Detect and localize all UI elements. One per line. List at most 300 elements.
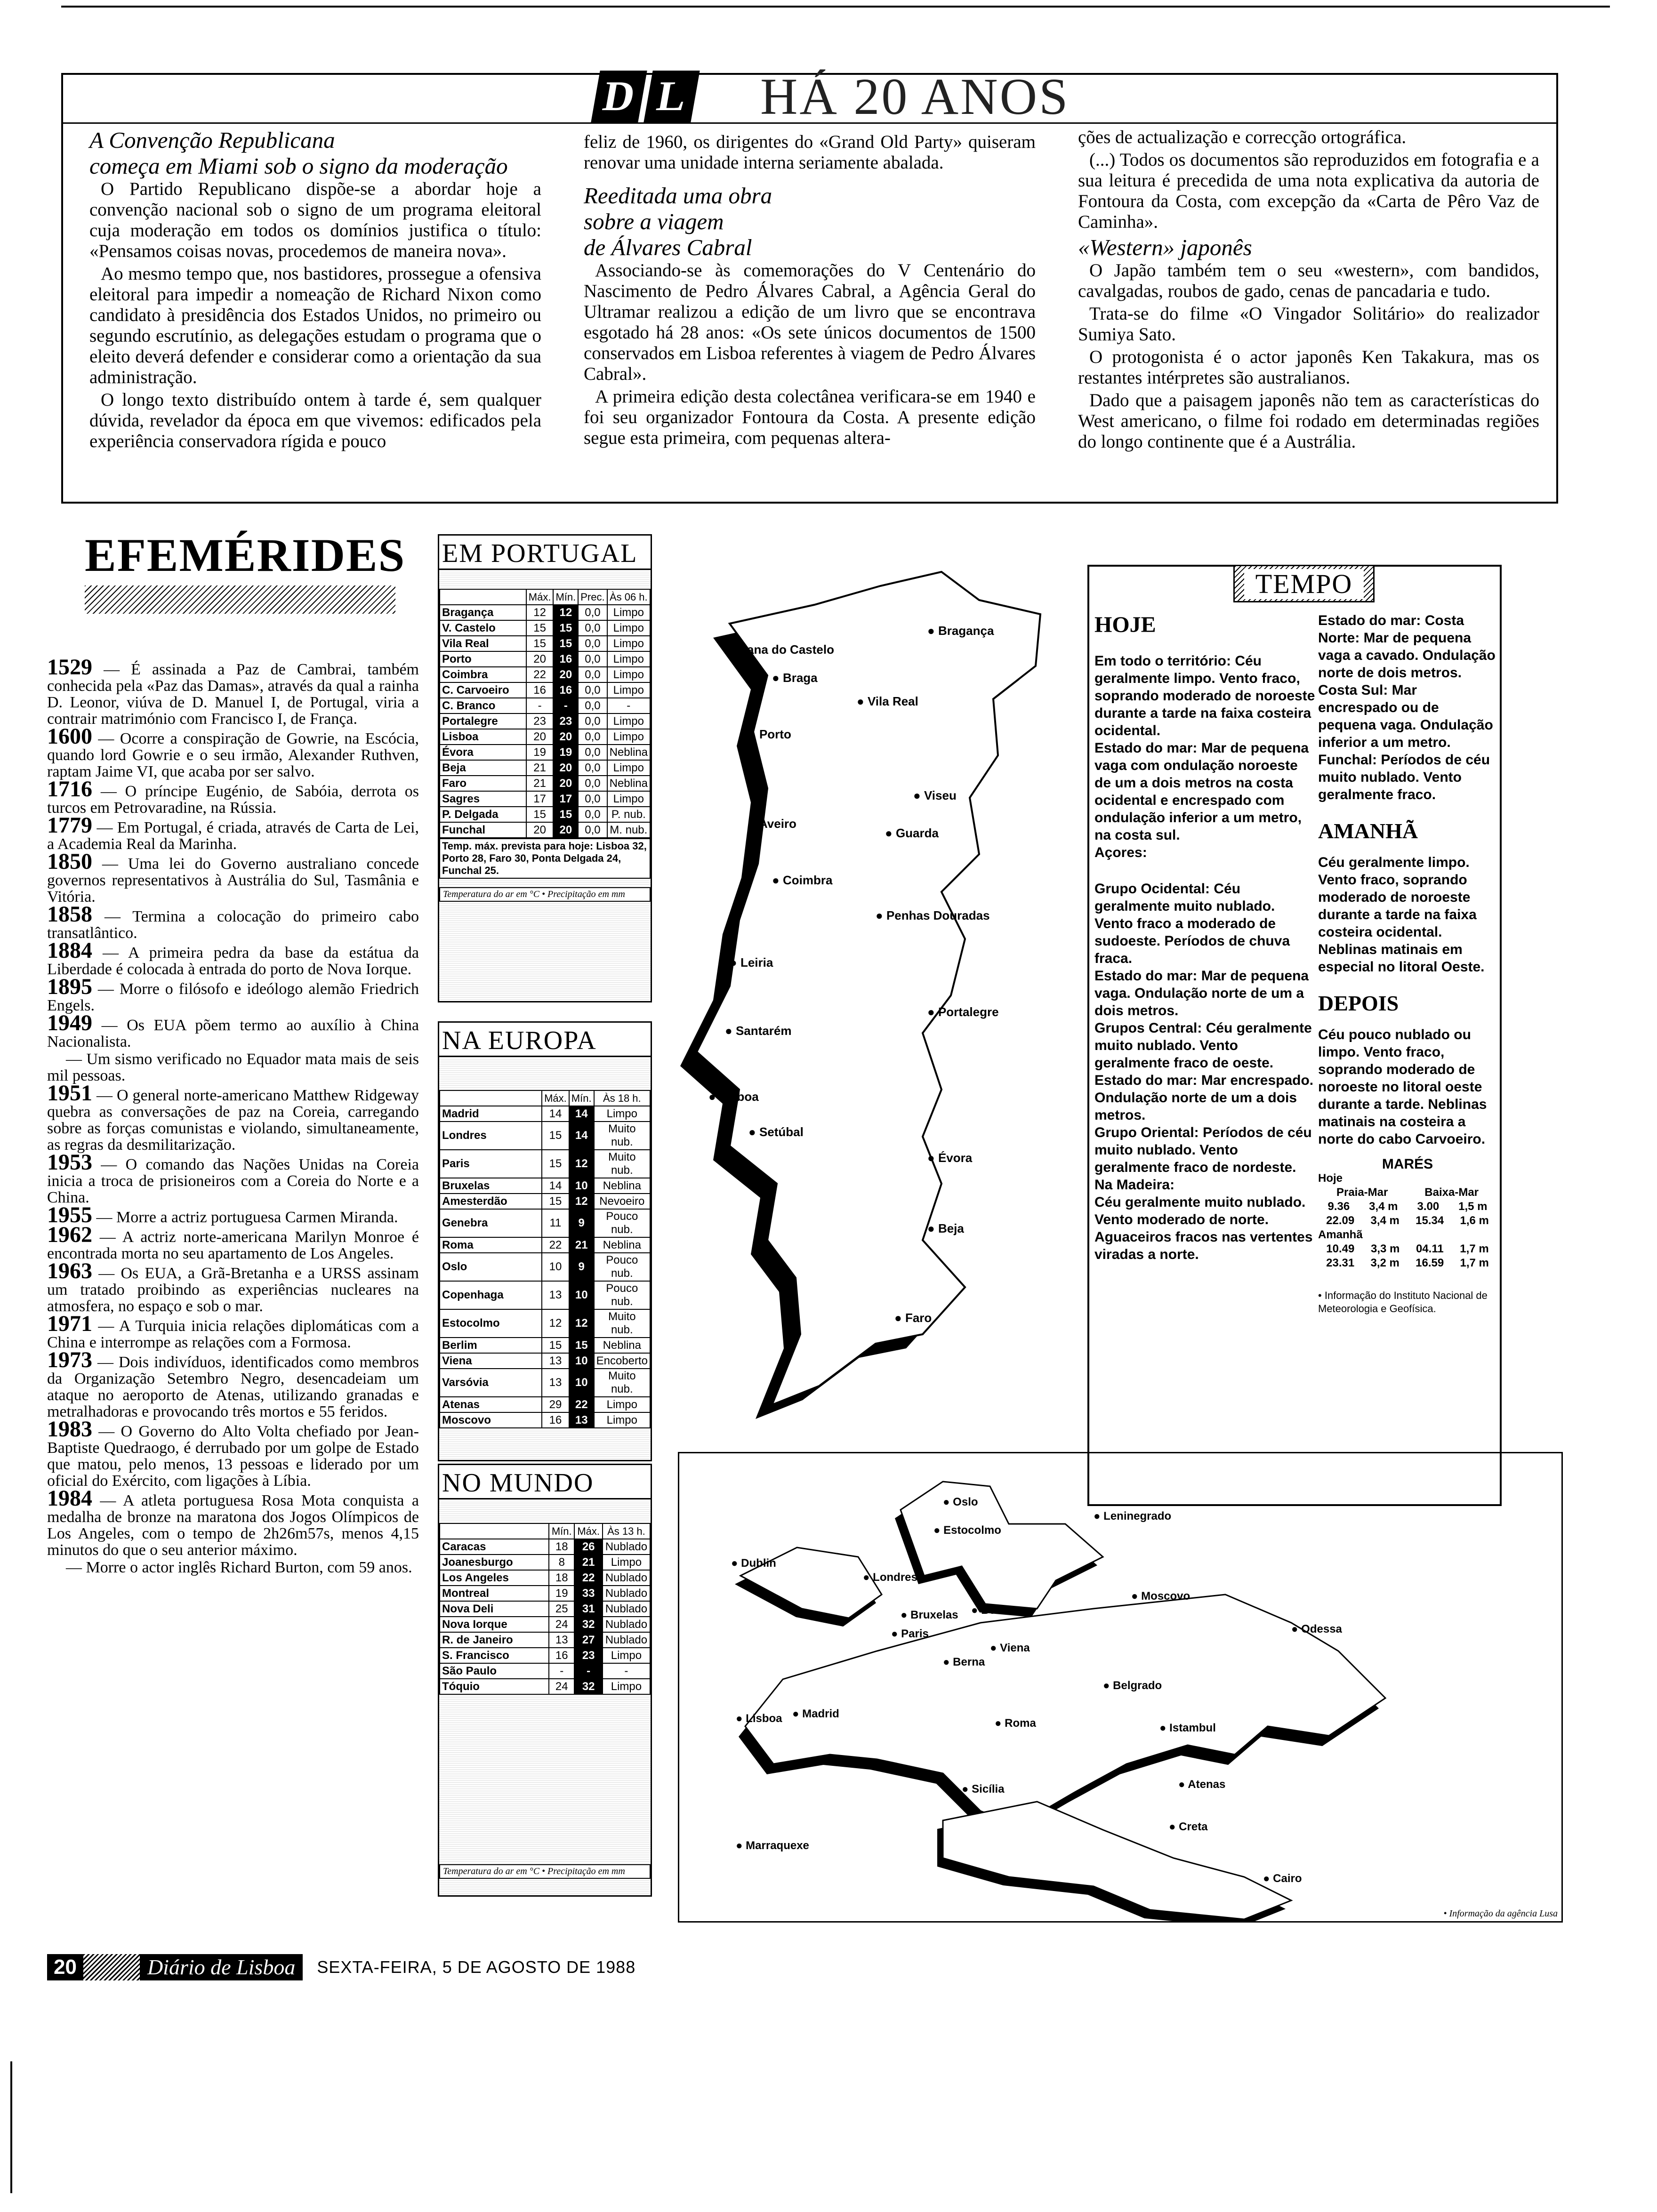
value-cell: 13 [542, 1369, 569, 1397]
table-row [440, 1237, 650, 1253]
value-cell: Pouco nub. [594, 1253, 650, 1281]
city-label: Porto [759, 727, 791, 741]
value-cell: Nublado [603, 1570, 650, 1586]
value-cell: 29 [542, 1397, 569, 1412]
value-cell: - [553, 698, 578, 713]
paragraph: Associando-se às comemorações do V Centenário do Nascimento de Pedro Álvares Cabral, a Agência Geral do Ultramar realizou a edição de um livro que se encontrava esgotado há 28 anos: «Os sete únicos documentos de 1500 conservados em Lisboa referentes à viagem de Pedro Álvares Cabral». [584, 260, 1036, 384]
europa-title [439, 1023, 651, 1057]
article-western [1078, 127, 1539, 454]
efemeride-text: Em Portugal, é criada, através de Carta de Lei, a Academia Real da Marinha. [47, 819, 419, 853]
value-cell: Limpo [594, 1106, 650, 1122]
city-cell: Paris [440, 1150, 542, 1178]
city-cell: Berlim [440, 1338, 542, 1353]
efemerides-title: EFEMÉRIDES [85, 529, 406, 581]
value-cell: 10 [569, 1178, 594, 1194]
value-cell: Nublado [603, 1539, 650, 1555]
value-cell: Limpo [607, 605, 650, 620]
efemeride-year: 1884 [47, 938, 92, 963]
table-header-cell: Máx. [526, 589, 554, 605]
value-cell: P. nub. [607, 807, 650, 822]
value-cell: 9 [569, 1253, 594, 1281]
city-dot-icon: ● [990, 1642, 1000, 1654]
value-cell: 20 [553, 729, 578, 745]
value-cell: 14 [569, 1106, 594, 1122]
value-cell: 20 [553, 667, 578, 682]
city-dot-icon: ● [971, 1604, 981, 1617]
depois-p: Céu pouco nublado ou limpo. Vento fraco, soprando moderado de noroeste no litoral oeste durante a tarde. Neblinas matinais na costeira a norte do cabo Carvoeiro. [1318, 1027, 1487, 1147]
value-cell: 9 [569, 1209, 594, 1237]
value-cell: 15 [542, 1150, 569, 1178]
efemeride-year: 1895 [47, 974, 92, 999]
city-label: Évora [938, 1151, 973, 1165]
city-dot-icon: ● [736, 1712, 746, 1725]
portugal-map-svg [659, 534, 1097, 1445]
acores-label: Açores: [1094, 845, 1147, 860]
europe-map [678, 1452, 1563, 1923]
city-dot-icon: ● [708, 1090, 719, 1104]
paragraph: Ao mesmo tempo que, nos bastidores, prossegue a ofensiva eleitoral para impedir a nomeação de Richard Nixon como candidato à presidência dos Estados Unidos, no primeiro ou segundo escrutínio, as delegações estudam o programa que o eleito deverá defender e considerar como a orientação da sua administração. [89, 264, 541, 387]
value-cell: 24 [549, 1679, 574, 1694]
city-label: Lisboa [746, 1712, 782, 1725]
map-city [731, 1557, 776, 1570]
city-cell: Amesterdão [440, 1194, 542, 1209]
value-cell: 0,0 [578, 760, 607, 776]
value-cell: 12 [553, 605, 578, 620]
value-cell: 15 [542, 1338, 569, 1353]
tide-cell: 3.00 [1417, 1200, 1440, 1213]
efemeride-text: O Governo do Alto Volta chefiado por Jean-Baptiste Quedraogo, é derrubado por um golpe de Estado que matou, pelo menos, 13 pessoas e liderado por um oficial do Exército, com ligações à Líbia. [47, 1423, 419, 1490]
city-cell: Copenhaga [440, 1281, 542, 1309]
city-label: Vila Real [867, 694, 918, 708]
tide-cell: 16.59 [1416, 1257, 1444, 1269]
value-cell: 21 [526, 760, 554, 776]
value-cell: 0,0 [578, 822, 607, 838]
map-city [891, 1627, 929, 1641]
value-cell: Limpo [607, 667, 650, 682]
tempo-right [1318, 612, 1497, 1315]
value-cell: Limpo [607, 791, 650, 807]
paragraph: (...) Todos os documentos são reproduzidos em fotografia e a sua leitura é precedida de uma nota explicativa da autoria de Fontoura da Costa, com excepção da «Carta de Pêro Vaz de Caminha». [1078, 150, 1539, 232]
city-label: Belgrado [1113, 1679, 1162, 1692]
value-cell: 32 [574, 1617, 602, 1632]
tide-cell: 9.36 [1327, 1200, 1350, 1213]
value-cell: Nublado [603, 1617, 650, 1632]
city-cell: C. Carvoeiro [440, 682, 526, 698]
value-cell: 13 [549, 1632, 574, 1648]
value-cell: 16 [542, 1412, 569, 1428]
table-row [440, 1570, 650, 1586]
city-label: Berna [953, 1656, 985, 1668]
city-dot-icon: ● [748, 727, 759, 741]
value-cell: 12 [569, 1194, 594, 1209]
mundo-caption: Temperatura do ar em °C • Precipitação em mm [439, 1864, 651, 1879]
value-cell: Limpo [607, 651, 650, 667]
table-row [440, 1178, 650, 1194]
value-cell: 15 [526, 636, 554, 651]
value-cell: Nublado [603, 1601, 650, 1617]
efemeride-year: 1983 [47, 1417, 92, 1442]
efemeride-text: A atleta portuguesa Rosa Mota conquista a medalha de bronze na maratona dos Jogos Olímpicos de Los Angeles, com o tempo de 2h26m57s, menos 4,15 minutos do que o seu anterior máximo. [47, 1492, 419, 1559]
table-row [440, 760, 650, 776]
efemeride-text: Os EUA põem termo ao auxílio à China Nacionalista. [47, 1017, 419, 1050]
city-cell: Funchal [440, 822, 526, 838]
efemeride-year: 1953 [47, 1150, 92, 1175]
efemeride-entry [47, 1051, 419, 1084]
city-label: Penhas Douradas [886, 908, 990, 922]
value-cell: 16 [553, 682, 578, 698]
europe-map-caption: • Informação da agência Lusa [1443, 1908, 1558, 1919]
value-cell: 12 [569, 1150, 594, 1178]
hoje-p1: Em todo o território: Céu geralmente limpo. Vento fraco, soprando moderado de noroeste durante a tarde na faixa costeira ocidental. [1094, 653, 1315, 738]
value-cell: 14 [542, 1106, 569, 1122]
efemeride-entry: 1529 — É assinada a Paz de Cambrai, também conhecida pela «Paz das Damas», através da qual a rainha D. Leonor, viúva de D. Manuel I, de Portugal, viria a contrair matrimónio com Francisco I, de França. [47, 655, 419, 728]
city-dot-icon: ● [1169, 1820, 1179, 1833]
city-label: Leiria [740, 955, 773, 970]
paragraph: Dado que a paisagem japonês não tem as características do West americano, o filme foi rodado em determinadas regiões do longo continente que é a Austrália. [1078, 390, 1539, 452]
city-cell: S. Francisco [440, 1648, 549, 1663]
map-city [927, 1005, 999, 1019]
article-title-line2: começa em Miami sob o signo da moderação [89, 153, 508, 179]
city-dot-icon: ● [891, 1627, 901, 1640]
madeira-p: Céu geralmente muito nublado. Vento moderado de norte. Aguaceiros fracos nas vertentes viradas a norte. [1094, 1194, 1313, 1262]
value-cell: 0,0 [578, 620, 607, 636]
map-city [1159, 1722, 1216, 1735]
efemeride-year: 1600 [47, 724, 92, 749]
map-city [894, 1311, 932, 1325]
portugal-caption: Temperatura do ar em °C • Precipitação em mm [439, 887, 651, 902]
hoje-label: HOJE [1094, 612, 1156, 637]
tide-row [1318, 1214, 1497, 1228]
value-cell: 15 [526, 620, 554, 636]
efemeride-text: Uma lei do Governo australiano concede governos representativos à Austrália do Sul, Tasmânia e Vitória. [47, 855, 419, 906]
map-city [1169, 1820, 1208, 1834]
table-row [440, 1309, 650, 1338]
efemeride-entry: 1850 — Uma lei do Governo australiano concede governos representativos à Austrália do Sul, Tasmânia e Vitória. [47, 849, 419, 906]
city-label: Viana do Castelo [735, 642, 834, 657]
mares-amanha-rows [1318, 1242, 1497, 1270]
madeira-label: Na Madeira: [1094, 1177, 1175, 1193]
table-header-cell: Máx. [542, 1090, 569, 1106]
value-cell: Limpo [594, 1397, 650, 1412]
efemeride-text: A actriz norte-americana Marilyn Monroe é encontrada morta no seu apartamento de Los Angeles. [47, 1228, 419, 1262]
paragraph: feliz de 1960, os dirigentes do «Grand Old Party» quiseram renovar uma unidade interna seriamente abalada. [584, 132, 1036, 173]
paragraph: Trata-se do filme «O Vingador Solitário» do realizador Sumiya Sato. [1078, 304, 1539, 345]
city-cell: Moscovo [440, 1412, 542, 1428]
city-dot-icon: ● [772, 671, 783, 685]
city-dot-icon: ● [1103, 1679, 1113, 1692]
tide-cell: 22.09 [1326, 1214, 1355, 1227]
efemeride-text: Ocorre a conspiração de Gowrie, na Escócia, quando lord Gowrie e o seu irmão, Alexander Ruthven, raptam Jaime VI, que acaba por ser salvo. [47, 730, 419, 780]
map-city [857, 694, 918, 709]
value-cell: 23 [574, 1648, 602, 1663]
article-cabral [584, 132, 1036, 450]
city-cell: C. Branco [440, 698, 526, 713]
city-label: Oslo [953, 1496, 978, 1508]
city-cell: Atenas [440, 1397, 542, 1412]
map-city [876, 908, 990, 923]
table-row [440, 1617, 650, 1632]
value-cell: 13 [569, 1412, 594, 1428]
table-header-row [440, 1090, 650, 1106]
city-label: Lisboa [719, 1090, 759, 1104]
value-cell: 8 [549, 1555, 574, 1570]
portugal-title [439, 536, 651, 570]
value-cell: Limpo [607, 620, 650, 636]
tide-cell: 3,2 m [1370, 1257, 1400, 1269]
efemeride-year: 1971 [47, 1311, 92, 1336]
map-city [736, 1839, 809, 1852]
value-cell: Limpo [603, 1648, 650, 1663]
value-cell: 13 [542, 1281, 569, 1309]
portugal-note: Temp. máx. prevista para hoje: Lisboa 32, Porto 28, Faro 30, Ponta Delgada 24, Funchal 25. [439, 838, 651, 879]
map-city [885, 826, 939, 841]
table-header-cell: Mín. [569, 1090, 594, 1106]
table-header-cell [440, 589, 526, 605]
city-cell: Madrid [440, 1106, 542, 1122]
value-cell: Nublado [603, 1586, 650, 1601]
mundo-table [439, 1523, 651, 1695]
city-cell: Caracas [440, 1539, 549, 1555]
efemeride-entry: 1984 — A atleta portuguesa Rosa Mota conquista a medalha de bronze na maratona dos Jogos Olímpicos de Los Angeles, com o tempo de 2h26m57s, menos 4,15 minutos do que o seu anterior máximo. [47, 1486, 419, 1559]
value-cell: 16 [553, 651, 578, 667]
value-cell: - [574, 1663, 602, 1679]
map-city [792, 1707, 839, 1721]
city-cell: Lisboa [440, 729, 526, 745]
value-cell: Nevoeiro [594, 1194, 650, 1209]
table-header-cell: Às 13 h. [603, 1523, 650, 1539]
value-cell: 0,0 [578, 713, 607, 729]
efemeride-entry: 1963 — Os EUA, a Grã-Bretanha e a URSS assinam um tratado proibindo as experiências nucleares na atmosfera, no espaço e sob o mar. [47, 1258, 419, 1315]
map-city [995, 1717, 1036, 1730]
tide-row [1318, 1242, 1497, 1256]
efemeride-text: A Turquia inicia relações diplomáticas com a China e interrompe as relações com a Formosa. [47, 1317, 419, 1351]
map-city [943, 1656, 985, 1669]
acores-p5: Grupo Oriental: Períodos de céu muito nublado. Vento geralmente fraco de nordeste. [1094, 1125, 1312, 1175]
value-cell: Limpo [603, 1555, 650, 1570]
value-cell: 19 [549, 1586, 574, 1601]
value-cell: 0,0 [578, 651, 607, 667]
efemeride-entry: 1955 — Morre a actriz portuguesa Carmen Miranda. [47, 1202, 398, 1227]
efemeride-year: 1951 [47, 1081, 92, 1106]
value-cell: 20 [526, 822, 554, 838]
efemeride-text: Morre a actriz portuguesa Carmen Miranda. [116, 1209, 398, 1226]
table-header-cell: Às 06 h. [607, 589, 650, 605]
value-cell: 10 [569, 1353, 594, 1369]
value-cell: 17 [553, 791, 578, 807]
city-label: Dublin [741, 1557, 776, 1570]
footer [47, 1953, 635, 1981]
value-cell: 0,0 [578, 636, 607, 651]
paragraph: O longo texto distribuído ontem à tarde é, sem qualquer dúvida, revelador da época em que vivemos: edificados pela experiência conservadora rígida e pouco [89, 390, 541, 451]
city-cell: Évora [440, 745, 526, 760]
tide-cell: 04.11 [1416, 1242, 1444, 1255]
title-hatch [85, 585, 395, 614]
city-dot-icon: ● [1291, 1623, 1302, 1635]
map-city [725, 1024, 791, 1038]
city-dot-icon: ● [725, 1024, 736, 1038]
value-cell: 21 [526, 776, 554, 791]
table-header-cell: Prec. [578, 589, 607, 605]
city-dot-icon: ● [901, 1609, 911, 1621]
city-cell: Nova Deli [440, 1601, 549, 1617]
city-cell: São Paulo [440, 1663, 549, 1679]
efemeride-year: 1779 [47, 813, 92, 838]
value-cell: Neblina [594, 1178, 650, 1194]
city-cell: Roma [440, 1237, 542, 1253]
table-row [440, 1194, 650, 1209]
efemeride-entry: 1949 — Os EUA põem termo ao auxílio à China Nacionalista. [47, 1010, 419, 1050]
title-line: Reeditada uma obra [584, 183, 772, 208]
value-cell: Limpo [607, 760, 650, 776]
table-row [440, 1281, 650, 1309]
city-label: Moscovo [1141, 1590, 1190, 1603]
city-label: Istambul [1169, 1722, 1216, 1734]
table-row [440, 1679, 650, 1694]
map-city [772, 873, 832, 888]
city-cell: Beja [440, 760, 526, 776]
map-city [901, 1609, 958, 1622]
value-cell: M. nub. [607, 822, 650, 838]
efemeride-entry: 1973 — Dois indivíduos, identificados como membros da Organização Setembro Negro, desencadeiam um ataque no aeroporto de Atenas, utilizando granadas e metralhadoras e provocando três mortos e 55 feridos. [47, 1347, 419, 1420]
efemeride-year: 1984 [47, 1486, 92, 1511]
efemeride-year: 1529 [47, 655, 92, 680]
city-label: Marraquexe [746, 1839, 809, 1852]
city-label: Cairo [1273, 1872, 1302, 1885]
table-row [440, 682, 650, 698]
map-city [748, 727, 791, 742]
table-header-row [440, 1523, 650, 1539]
city-cell: Joanesburgo [440, 1555, 549, 1570]
efemeride-year: 1858 [47, 902, 92, 927]
value-cell: 0,0 [578, 745, 607, 760]
paragraph: O protogonista é o actor japonês Ken Takakura, mas os restantes intérpretes são australianos. [1078, 347, 1539, 388]
value-cell: 16 [549, 1648, 574, 1663]
value-cell: Pouco nub. [594, 1209, 650, 1237]
city-dot-icon: ● [1094, 1510, 1104, 1523]
efemeride-text: É assinada a Paz de Cambrai, também conhecida pela «Paz das Damas», através da qual a rainha D. Leonor, viúva de D. Manuel I, de Portugal, viria a contrair matrimónio com Francisco I, de França. [47, 661, 419, 728]
value-cell: 26 [574, 1539, 602, 1555]
map-city [927, 1151, 972, 1165]
table-row [440, 1586, 650, 1601]
table-row [440, 776, 650, 791]
tide-cell: 15.34 [1416, 1214, 1444, 1227]
mares-title: MARÉS [1382, 1156, 1433, 1172]
city-cell: Londres [440, 1122, 542, 1150]
value-cell: 18 [549, 1539, 574, 1555]
table-header-row [440, 589, 650, 605]
value-cell: 10 [569, 1281, 594, 1309]
efemeride-entry: 1983 — O Governo do Alto Volta chefiado por Jean-Baptiste Quedraogo, é derrubado por um golpe de Estado que matou, pelo menos, 13 pessoas e liderado por um oficial do Exército, com ligações à Líbia. [47, 1417, 419, 1490]
value-cell: Muito nub. [594, 1150, 650, 1178]
section-title: HÁ 20 ANOS [760, 68, 1070, 125]
city-label: Coimbra [782, 873, 833, 887]
tide-cell: 10.49 [1326, 1242, 1355, 1255]
tide-cell: 1,7 m [1460, 1257, 1489, 1269]
efemeride-year: 1973 [47, 1347, 92, 1372]
value-cell: 0,0 [578, 682, 607, 698]
table-row [440, 1122, 650, 1150]
value-cell: Muito nub. [594, 1369, 650, 1397]
efemeride-year: 1716 [47, 777, 92, 801]
map-city [1178, 1778, 1225, 1791]
city-dot-icon: ● [1159, 1722, 1170, 1734]
table-row [440, 1632, 650, 1648]
acores-p4: Estado do mar: Mar encrespado. Ondulação norte de um a dois metros. [1094, 1073, 1314, 1123]
efemeride-entry: 1858 — Termina a colocação do primeiro cabo transatlântico. [47, 902, 419, 942]
city-label: Setúbal [759, 1125, 804, 1139]
city-dot-icon: ● [995, 1717, 1005, 1730]
value-cell: 20 [553, 776, 578, 791]
city-cell: Coimbra [440, 667, 526, 682]
hoje-p2: Estado do mar: Mar de pequena vaga com ondulação noroeste de um a dois metros na costa ocidental e encrespado com ondulação inferior a um metro, na costa sul. [1094, 740, 1309, 843]
value-cell: 0,0 [578, 698, 607, 713]
table-header-cell: Às 18 h. [594, 1090, 650, 1106]
value-cell: 14 [542, 1178, 569, 1194]
city-label: Aveiro [758, 817, 796, 831]
city-label: Londres [873, 1571, 917, 1584]
table-row [440, 713, 650, 729]
value-cell: Nublado [603, 1632, 650, 1648]
value-cell: 31 [574, 1601, 602, 1617]
efemeride-text: O general norte-americano Matthew Ridgeway quebra as conversações de paz na Coreia, carregando sobre as forças comunistas e violando, simultaneamente, as regras da desmilitarização. [47, 1087, 419, 1154]
value-cell: Muito nub. [594, 1309, 650, 1338]
city-label: Portalegre [938, 1005, 999, 1019]
value-cell: 0,0 [578, 791, 607, 807]
city-dot-icon: ● [857, 694, 868, 708]
value-cell: 14 [569, 1122, 594, 1150]
value-cell: Limpo [607, 682, 650, 698]
table-header-cell: Mín. [549, 1523, 574, 1539]
table-row [440, 1369, 650, 1397]
tempo-title [1233, 565, 1375, 602]
tide-row [1318, 1200, 1497, 1214]
table-row [440, 791, 650, 807]
value-cell: 20 [553, 822, 578, 838]
right-p3: Funchal: Períodos de céu muito nublado. Vento geralmente fraco. [1318, 752, 1490, 802]
page-number: 20 [47, 1954, 83, 1980]
table-row [440, 1555, 650, 1570]
value-cell: 17 [526, 791, 554, 807]
value-cell: 11 [542, 1209, 569, 1237]
city-cell: Montreal [440, 1586, 549, 1601]
city-dot-icon: ● [927, 624, 938, 638]
value-cell: 10 [569, 1369, 594, 1397]
mares-hoje-rows [1318, 1200, 1497, 1228]
efemeride-year: 1963 [47, 1258, 92, 1283]
table-row [440, 636, 650, 651]
value-cell: 0,0 [578, 605, 607, 620]
city-label: Beja [938, 1221, 964, 1235]
map-city [933, 1524, 1001, 1537]
map-city [1131, 1590, 1190, 1603]
city-dot-icon: ● [943, 1496, 953, 1508]
city-label: Faro [905, 1311, 932, 1325]
map-city [943, 1496, 978, 1509]
value-cell: 15 [569, 1338, 594, 1353]
table-row [440, 1150, 650, 1178]
efemeride-entry: 1779 — Em Portugal, é criada, através de Carta de Lei, a Academia Real da Marinha. [47, 813, 419, 853]
footer-hatch [83, 1954, 140, 1980]
value-cell: 23 [526, 713, 554, 729]
city-cell: Bruxelas [440, 1178, 542, 1194]
efemeride-text: — Um sismo verificado no Equador mata mais de seis mil pessoas. [47, 1050, 419, 1084]
value-cell: Encoberto [594, 1353, 650, 1369]
map-city [1094, 1510, 1171, 1523]
efemeride-year: 1949 [47, 1010, 92, 1035]
city-label: Creta [1179, 1820, 1208, 1833]
map-city [990, 1642, 1030, 1655]
amanha-label: AMANHÃ [1318, 819, 1418, 843]
